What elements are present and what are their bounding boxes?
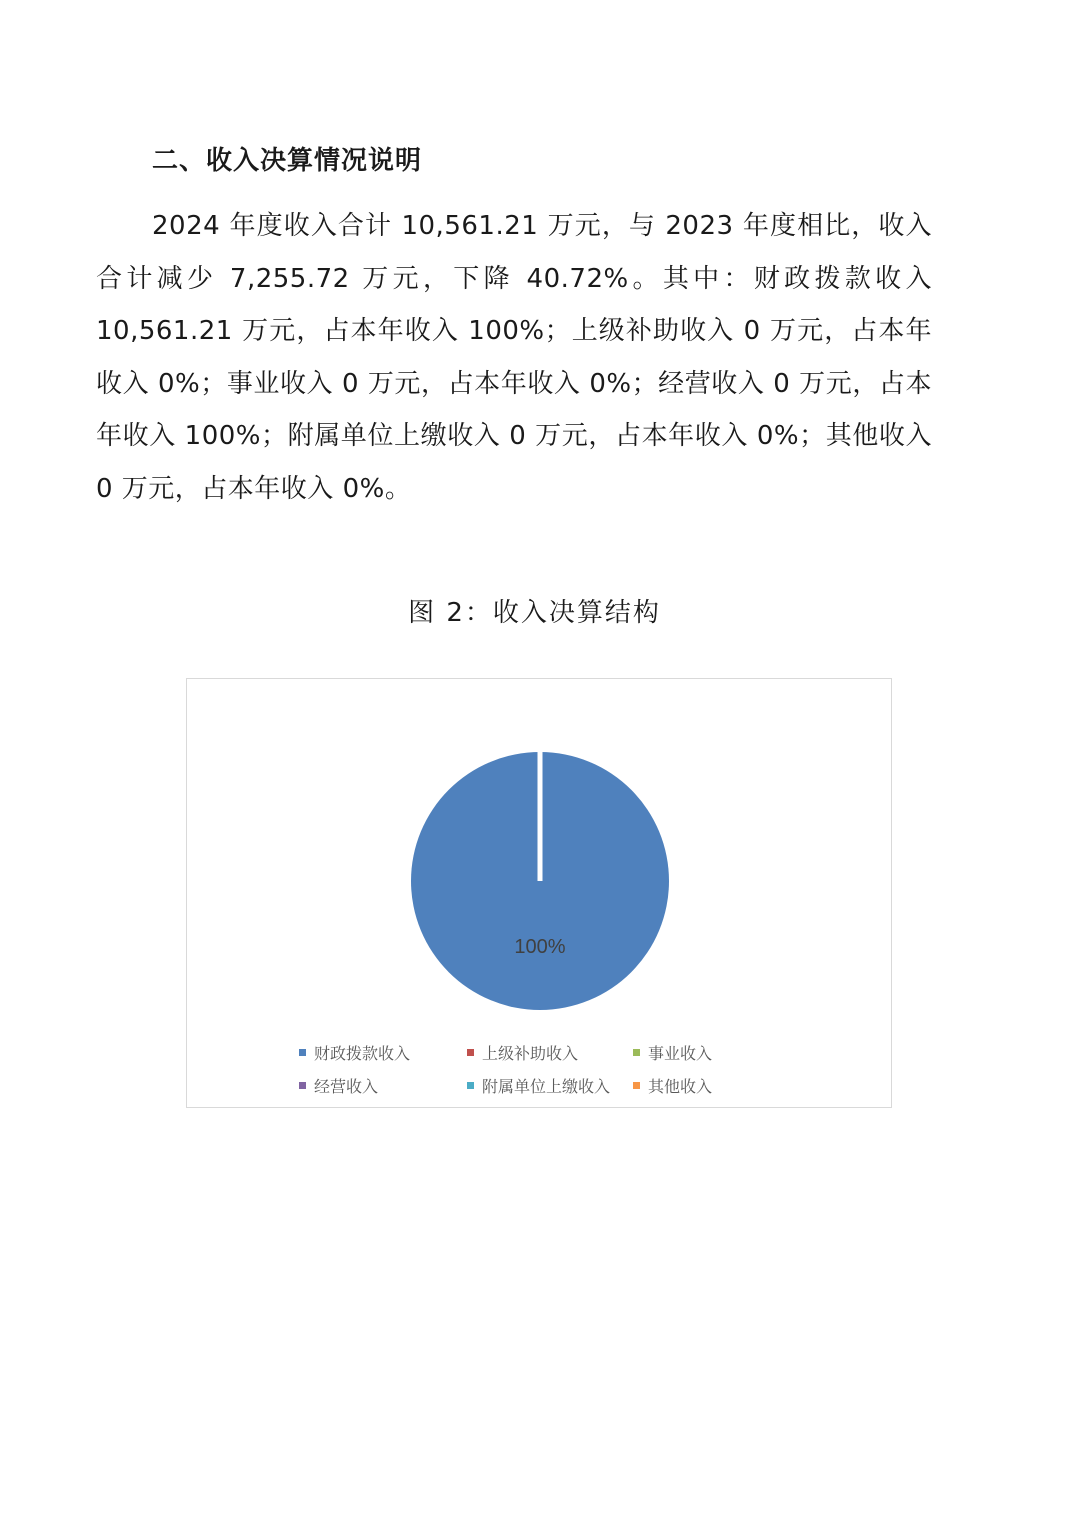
legend-item [633, 1041, 753, 1064]
legend-swatch [299, 1049, 306, 1056]
legend-swatch [633, 1082, 640, 1089]
legend-item [299, 1074, 467, 1097]
legend-item [299, 1041, 467, 1064]
chart-legend [299, 1041, 753, 1097]
section-heading: 二、收入决算情况说明 [152, 146, 423, 176]
legend-label: 其他收入 [648, 1077, 713, 1096]
legend-swatch [467, 1082, 474, 1089]
income-structure-chart [186, 678, 892, 1108]
legend-label: 经营收入 [314, 1077, 379, 1096]
legend-swatch [299, 1082, 306, 1089]
figure-caption: 图 2：收入决算结构 [408, 598, 661, 628]
legend-label: 上级补助收入 [482, 1044, 579, 1063]
legend-swatch [467, 1049, 474, 1056]
legend-item [467, 1041, 633, 1064]
legend-swatch [633, 1049, 640, 1056]
legend-item [633, 1074, 753, 1097]
income-summary-paragraph: 2024 年度收入合计 10,561.21 万元，与 2023 年度相比，收入合计减少 7,255.72 万元，下降 40.72%。其中：财政拨款收入 10,561.21 万元，占本年收入 100%；上级补助收入 0 万元，占本年收入 0%；事业收入 0 万元，占本年收入 0%；经营收入 0 万元，占本年收入 100%；附属单位上缴收入 0 万元，占本年收入 0%；其他收入 0 万元，占本年收入 0%。 [96, 211, 932, 504]
legend-label: 附属单位上缴收入 [482, 1077, 611, 1096]
pie-data-label: 100% [514, 936, 566, 958]
legend-label: 财政拨款收入 [314, 1044, 411, 1063]
legend-item [467, 1074, 633, 1097]
legend-label: 事业收入 [648, 1044, 713, 1063]
